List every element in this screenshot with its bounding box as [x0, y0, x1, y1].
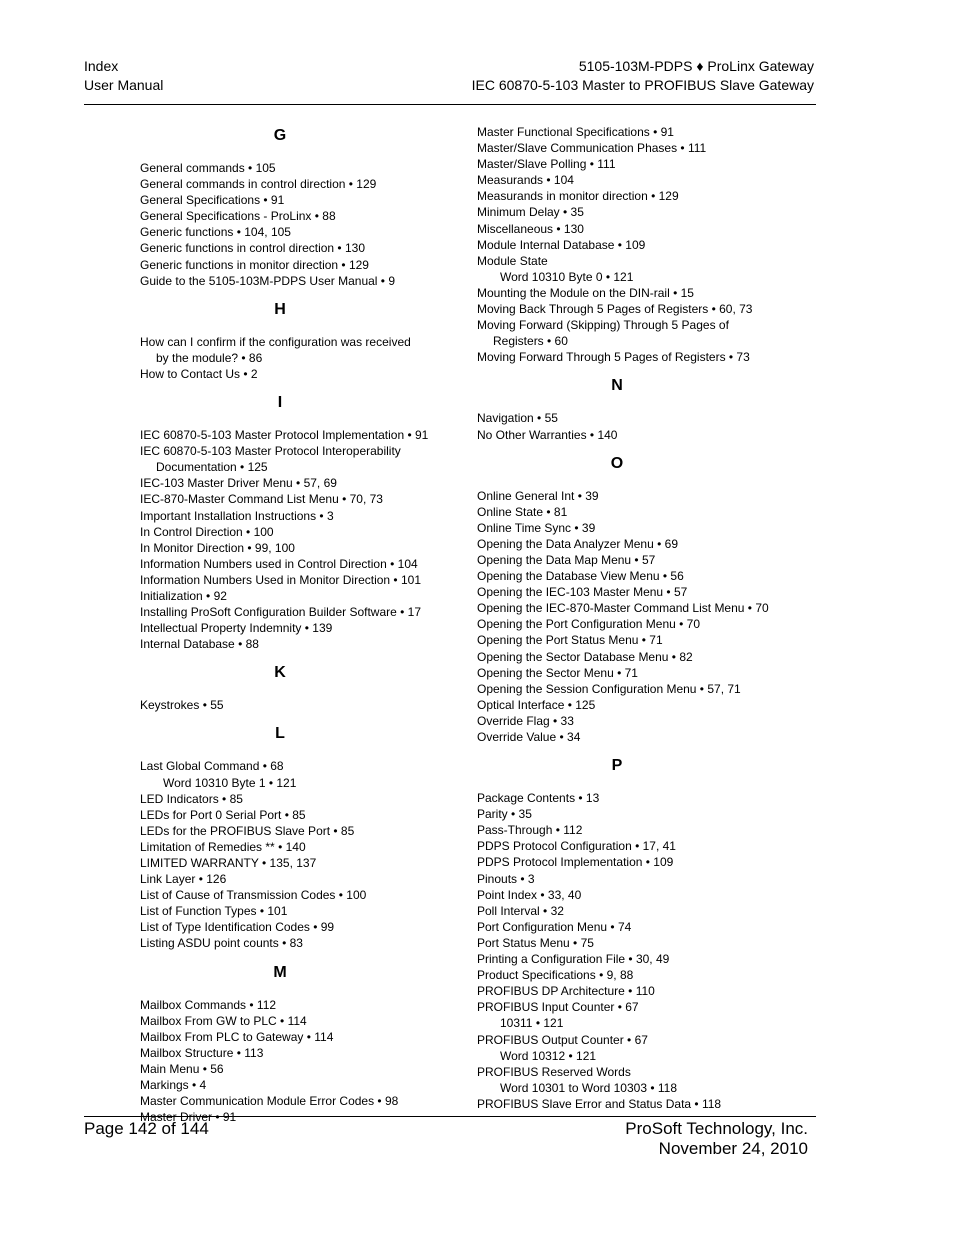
index-entry[interactable]: Information Numbers used in Control Direction • 104 [140, 556, 418, 571]
index-entry[interactable]: Markings • 4 [140, 1078, 207, 1093]
index-entry[interactable]: Parity • 35 [477, 807, 532, 822]
index-entry[interactable]: Navigation • 55 [477, 411, 558, 426]
index-entry[interactable]: Module Internal Database • 109 [477, 237, 646, 252]
header-document-type: User Manual [84, 77, 164, 93]
index-subentry[interactable]: 10311 • 121 [500, 1016, 564, 1031]
index-entry[interactable]: How to Contact Us • 2 [140, 366, 258, 381]
index-entry[interactable]: Measurands in monitor direction • 129 [477, 189, 679, 204]
index-entry[interactable]: LEDs for the PROFIBUS Slave Port • 85 [140, 823, 355, 838]
index-entry[interactable]: PROFIBUS Input Counter • 67 [477, 1000, 639, 1015]
index-entry[interactable]: Main Menu • 56 [140, 1061, 224, 1076]
index-entry[interactable]: Mailbox From GW to PLC • 114 [140, 1013, 307, 1028]
index-entry[interactable]: General Specifications • 91 [140, 193, 285, 208]
index-section [477, 754, 777, 1112]
index-entry[interactable]: No Other Warranties • 140 [477, 427, 618, 442]
index-entry[interactable]: List of Type Identification Codes • 99 [140, 920, 335, 935]
index-entry[interactable]: IEC 60870-5-103 Master Protocol Interoperability Documentation • 125 [140, 444, 401, 475]
index-entry[interactable]: PROFIBUS Slave Error and Status Data • 118 [477, 1096, 722, 1111]
index-entry[interactable]: Miscellaneous • 130 [477, 221, 584, 236]
index-entry[interactable]: List of Cause of Transmission Codes • 100 [140, 888, 367, 903]
index-entry[interactable]: Master Functional Specifications • 91 [477, 125, 674, 139]
index-section [140, 722, 426, 951]
index-entry[interactable]: LEDs for Port 0 Serial Port • 85 [140, 807, 306, 822]
index-entry[interactable]: Installing ProSoft Configuration Builder Software • 17 [140, 605, 422, 620]
index-entry[interactable]: Master/Slave Polling • 111 [477, 157, 616, 172]
index-section [140, 391, 429, 652]
index-entry[interactable]: Printing a Configuration File • 30, 49 [477, 952, 670, 967]
index-entry[interactable]: PDPS Protocol Configuration • 17, 41 [477, 839, 676, 854]
index-letter-heading: L [275, 725, 285, 743]
index-entry[interactable]: Mailbox From PLC to Gateway • 114 [140, 1029, 334, 1044]
index-section [140, 298, 426, 382]
index-entry[interactable]: Mounting the Module on the DIN-rail • 15 [477, 285, 694, 300]
index-entry[interactable]: General Specifications - ProLinx • 88 [140, 209, 336, 224]
index-entry[interactable]: How can I confirm if the configuration was received by the module? • 86 [140, 334, 411, 365]
index-entry[interactable]: Online Time Sync • 39 [477, 520, 596, 535]
index-letter-heading: M [273, 963, 287, 981]
index-entry[interactable]: Listing ASDU point counts • 83 [140, 936, 303, 951]
index-section [140, 124, 426, 289]
index-entry[interactable]: Last Global Command • 68 [140, 759, 284, 774]
index-entry[interactable]: PROFIBUS Reserved Words [477, 1064, 631, 1079]
footer-divider [84, 1116, 816, 1117]
index-entry[interactable]: Internal Database • 88 [140, 637, 259, 652]
index-entry[interactable]: IEC-103 Master Driver Menu • 57, 69 [140, 476, 337, 491]
header-divider [84, 104, 816, 105]
index-entry[interactable]: Point Index • 33, 40 [477, 887, 582, 902]
index-entry[interactable]: Optical Interface • 125 [477, 697, 596, 712]
index-entry[interactable]: Generic functions • 104, 105 [140, 225, 291, 240]
index-section [140, 961, 426, 1126]
index-letter-heading: I [277, 394, 283, 412]
index-letter-heading: P [611, 757, 623, 775]
index-letter-heading: O [610, 454, 624, 472]
index-entry[interactable]: Online State • 81 [477, 504, 568, 519]
index-entry[interactable]: PROFIBUS DP Architecture • 110 [477, 984, 655, 999]
index-entry[interactable]: Opening the Port Configuration Menu • 70 [477, 617, 701, 632]
index-entry[interactable]: Module State [477, 253, 548, 268]
header-product-description: IEC 60870-5-103 Master to PROFIBUS Slave Gateway [471, 77, 814, 93]
index-entry[interactable]: Opening the Sector Database Menu • 82 [477, 649, 693, 664]
index-entry[interactable]: Mailbox Structure • 113 [140, 1045, 264, 1060]
index-entry[interactable]: Link Layer • 126 [140, 872, 227, 887]
index-entry[interactable]: Poll Interval • 32 [477, 903, 564, 918]
header-section-title: Index [84, 58, 119, 74]
index-entry[interactable]: LIMITED WARRANTY • 135, 137 [140, 856, 317, 870]
index-entry[interactable]: Measurands • 104 [477, 173, 574, 188]
index-entry[interactable]: LED Indicators • 85 [140, 791, 243, 806]
index-subentry[interactable]: Word 10301 to Word 10303 • 118 [500, 1080, 677, 1095]
index-entry[interactable]: Online General Int • 39 [477, 488, 599, 503]
index-entry[interactable]: Opening the Session Configuration Menu • 57, 71 [477, 681, 741, 696]
index-entry[interactable]: Important Installation Instructions • 3 [140, 508, 334, 523]
index-entry[interactable]: Override Flag • 33 [477, 713, 574, 728]
index-entry[interactable]: Minimum Delay • 35 [477, 205, 584, 220]
index-entry[interactable]: Master Communication Module Error Codes • 98 [140, 1094, 399, 1109]
index-letter-heading: N [611, 377, 623, 395]
index-entry[interactable]: Opening the Data Analyzer Menu • 69 [477, 536, 678, 551]
index-entry[interactable]: Pinouts • 3 [477, 871, 535, 886]
index-entry[interactable]: PDPS Protocol Implementation • 109 [477, 855, 674, 870]
footer-date: November 24, 2010 [658, 1139, 808, 1158]
index-entry[interactable]: Generic functions in control direction • 130 [140, 241, 365, 256]
index-entry[interactable]: Moving Forward Through 5 Pages of Registers • 73 [477, 350, 750, 365]
index-letter-heading: K [274, 664, 286, 682]
index-entry[interactable]: Moving Forward (Skipping) Through 5 Pages of Registers • 60 [477, 318, 729, 349]
index-entry[interactable]: Limitation of Remedies ** • 140 [140, 839, 306, 854]
footer-right [625, 1119, 808, 1159]
index-entry[interactable]: Information Numbers Used in Monitor Direction • 101 [140, 572, 421, 587]
footer-page-number: Page 142 of 144 [84, 1119, 209, 1138]
index-entry[interactable]: Opening the IEC-870-Master Command List Menu • 70 [477, 601, 769, 616]
index-entry[interactable]: Moving Back Through 5 Pages of Registers • 60, 73 [477, 302, 753, 317]
index-entry[interactable]: IEC-870-Master Command List Menu • 70, 73 [140, 492, 383, 507]
index-subentry[interactable]: Word 10312 • 121 [500, 1048, 597, 1063]
index-entry[interactable]: Package Contents • 13 [477, 791, 600, 806]
index-entry[interactable]: Keystrokes • 55 [140, 698, 224, 713]
index-entry[interactable]: Master Driver • 91 [140, 1110, 237, 1125]
index-section [477, 452, 777, 746]
index-entry[interactable]: PROFIBUS Output Counter • 67 [477, 1032, 648, 1047]
index-entry[interactable]: Port Status Menu • 75 [477, 935, 594, 950]
index-entry[interactable]: Product Specifications • 9, 88 [477, 968, 634, 983]
index-entry[interactable]: Generic functions in monitor direction • 129 [140, 257, 369, 272]
index-entry[interactable]: In Control Direction • 100 [140, 524, 274, 539]
index-entry[interactable]: IEC 60870-5-103 Master Protocol Implementation • 91 [140, 428, 429, 443]
index-section [477, 124, 777, 365]
index-section [477, 374, 777, 442]
index-letter-heading: G [273, 127, 287, 144]
header-left [84, 57, 163, 95]
index-letter-heading: H [274, 300, 286, 318]
header-product-name: 5105-103M-PDPS ♦ ProLinx Gateway [578, 58, 814, 74]
index-section [140, 661, 426, 713]
index-entry[interactable]: Initialization • 92 [140, 588, 227, 603]
index-column-left [140, 124, 429, 1134]
index-entry[interactable]: Override Value • 34 [477, 730, 581, 744]
index-entry[interactable]: Guide to the 5105-103M-PDPS User Manual • 9 [140, 273, 395, 288]
index-entry[interactable]: Opening the Sector Menu • 71 [477, 665, 638, 680]
index-subentry[interactable]: Word 10310 Byte 1 • 121 [163, 775, 297, 790]
index-entry[interactable]: Master/Slave Communication Phases • 111 [477, 141, 707, 156]
index-entry[interactable]: In Monitor Direction • 99, 100 [140, 540, 295, 555]
index-entry[interactable]: General commands • 105 [140, 161, 276, 175]
index-entry[interactable]: Opening the Port Status Menu • 71 [477, 633, 663, 648]
index-entry[interactable]: Port Configuration Menu • 74 [477, 919, 632, 934]
index-entry[interactable]: Opening the IEC-103 Master Menu • 57 [477, 585, 688, 600]
index-entry[interactable]: List of Function Types • 101 [140, 904, 288, 919]
index-entry[interactable]: Mailbox Commands • 112 [140, 997, 277, 1012]
index-entry[interactable]: General commands in control direction • 129 [140, 177, 377, 192]
index-subentry[interactable]: Word 10310 Byte 0 • 121 [500, 269, 634, 284]
index-entry[interactable]: Intellectual Property Indemnity • 139 [140, 621, 333, 636]
index-entry[interactable]: Pass-Through • 112 [477, 823, 583, 838]
index-column-right [477, 124, 777, 1121]
header-right [472, 57, 814, 95]
index-entry[interactable]: Opening the Database View Menu • 56 [477, 569, 684, 584]
footer-company: ProSoft Technology, Inc. [625, 1119, 808, 1138]
index-entry[interactable]: Opening the Data Map Menu • 57 [477, 552, 656, 567]
